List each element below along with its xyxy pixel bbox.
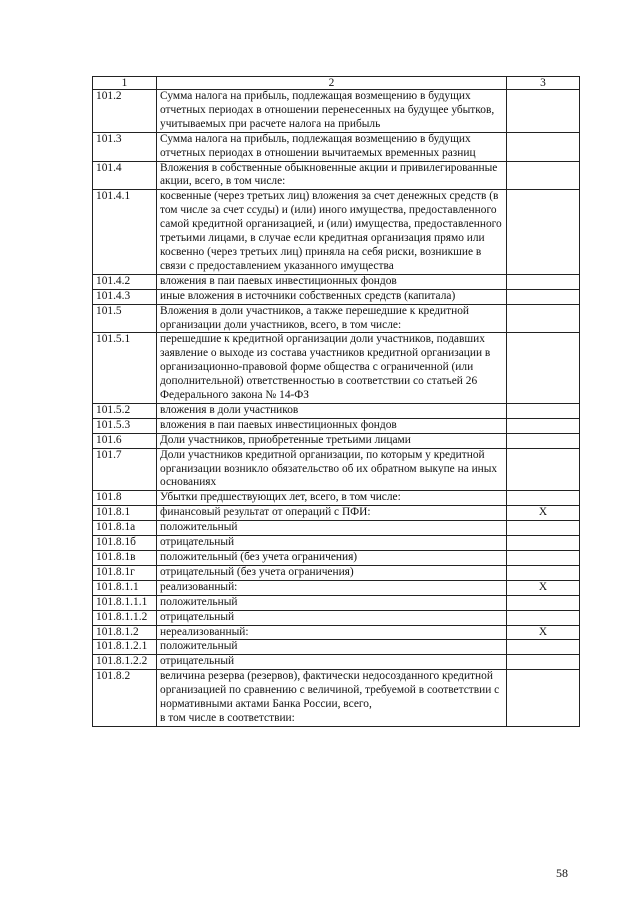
row-mark <box>507 448 580 491</box>
row-code: 101.8.1 <box>93 506 157 521</box>
row-code: 101.7 <box>93 448 157 491</box>
row-mark <box>507 536 580 551</box>
row-description: положительный (без учета ограничения) <box>157 551 507 566</box>
table-row <box>93 536 580 551</box>
row-code: 101.8.1.2 <box>93 625 157 640</box>
table-row <box>93 403 580 418</box>
row-code: 101.5.1 <box>93 333 157 404</box>
table-row <box>93 551 580 566</box>
row-code: 101.8.1.1 <box>93 580 157 595</box>
row-description: вложения в паи паевых инвестиционных фондов <box>157 274 507 289</box>
row-mark <box>507 132 580 161</box>
table-row <box>93 289 580 304</box>
row-mark <box>507 403 580 418</box>
row-code: 101.4 <box>93 161 157 190</box>
row-code: 101.8.1.2.1 <box>93 640 157 655</box>
row-description: финансовый результат от операций с ПФИ: <box>157 506 507 521</box>
row-description: Убытки предшествующих лет, всего, в том числе: <box>157 491 507 506</box>
row-description: Вложения в собственные обыкновенные акции и привилегированные акции, всего, в том числе: <box>157 161 507 190</box>
table-row <box>93 610 580 625</box>
table-row <box>93 190 580 274</box>
row-code: 101.4.2 <box>93 274 157 289</box>
row-mark <box>507 491 580 506</box>
row-mark <box>507 433 580 448</box>
row-description: Вложения в доли участников, а также перешедшие к кредитной организации доли участников, всего, в том числе: <box>157 304 507 333</box>
row-code: 101.8.1в <box>93 551 157 566</box>
row-description: отрицательный <box>157 655 507 670</box>
table-row <box>93 506 580 521</box>
row-description: положительный <box>157 595 507 610</box>
row-mark <box>507 610 580 625</box>
row-description: перешедшие к кредитной организации доли участников, подавших заявление о выходе из состава участников кредитной организации в организационно-правовой форме общества с ограниченной (или дополнительной) ответственностью в соответствии со статьей 26 Федерального закона № 14-ФЗ <box>157 333 507 404</box>
row-mark <box>507 640 580 655</box>
table-row <box>93 491 580 506</box>
row-mark <box>507 595 580 610</box>
row-description: вложения в доли участников <box>157 403 507 418</box>
table-row <box>93 304 580 333</box>
row-code: 101.8.1б <box>93 536 157 551</box>
row-mark <box>507 190 580 274</box>
page-number: 58 <box>556 866 568 880</box>
row-description: положительный <box>157 640 507 655</box>
row-code: 101.2 <box>93 90 157 133</box>
row-description: вложения в паи паевых инвестиционных фондов <box>157 418 507 433</box>
table-row <box>93 595 580 610</box>
row-code: 101.4.3 <box>93 289 157 304</box>
row-mark: X <box>507 580 580 595</box>
row-mark <box>507 161 580 190</box>
row-mark <box>507 655 580 670</box>
row-description: Доли участников кредитной организации, по которым у кредитной организации возникло обязательство об их обратном выкупе на иных основаниях <box>157 448 507 491</box>
row-description: отрицательный <box>157 610 507 625</box>
row-description: Сумма налога на прибыль, подлежащая возмещению в будущих отчетных периодах в отношении перенесенных на будущее убытков, учитываемых при расчете налога на прибыль <box>157 90 507 133</box>
data-table <box>92 76 580 727</box>
row-mark <box>507 551 580 566</box>
row-code: 101.8.1.2.2 <box>93 655 157 670</box>
table-row <box>93 90 580 133</box>
row-code: 101.5.2 <box>93 403 157 418</box>
row-mark <box>507 333 580 404</box>
row-description: отрицательный (без учета ограничения) <box>157 565 507 580</box>
row-code: 101.3 <box>93 132 157 161</box>
header-cell-2: 2 <box>157 77 507 90</box>
row-description: Сумма налога на прибыль, подлежащая возмещению в будущих отчетных периодах в отношении вычитаемых временных разниц <box>157 132 507 161</box>
table-row <box>93 132 580 161</box>
table-row <box>93 670 580 727</box>
table-row <box>93 521 580 536</box>
row-description: отрицательный <box>157 536 507 551</box>
row-description: нереализованный: <box>157 625 507 640</box>
row-mark <box>507 670 580 727</box>
row-code: 101.8.1.1.2 <box>93 610 157 625</box>
row-mark <box>507 90 580 133</box>
table-row <box>93 640 580 655</box>
row-code: 101.5 <box>93 304 157 333</box>
row-description: реализованный: <box>157 580 507 595</box>
row-description: косвенные (через третьих лиц) вложения за счет денежных средств (в том числе за счет ссуды) и (или) иного имущества, предоставленного самой кредитной организацией, и (или) имущества, предоставленного третьими лицами, в случае если кредитная организация прямо или косвенно (через третьих лиц) приняла на себя риски, возникшие в связи с предоставлением указанного имущества <box>157 190 507 274</box>
table-row <box>93 274 580 289</box>
table-row <box>93 333 580 404</box>
table-row <box>93 418 580 433</box>
row-mark <box>507 565 580 580</box>
row-code: 101.8 <box>93 491 157 506</box>
row-code: 101.8.1а <box>93 521 157 536</box>
header-cell-3: 3 <box>507 77 580 90</box>
row-description: иные вложения в источники собственных средств (капитала) <box>157 289 507 304</box>
table-row <box>93 161 580 190</box>
row-code: 101.4.1 <box>93 190 157 274</box>
row-code: 101.8.1г <box>93 565 157 580</box>
row-description: положительный <box>157 521 507 536</box>
row-code: 101.8.2 <box>93 670 157 727</box>
table-row <box>93 433 580 448</box>
row-code: 101.6 <box>93 433 157 448</box>
row-mark <box>507 274 580 289</box>
row-mark: X <box>507 506 580 521</box>
row-description: Доли участников, приобретенные третьими лицами <box>157 433 507 448</box>
table-row <box>93 625 580 640</box>
table-row <box>93 565 580 580</box>
table-row <box>93 580 580 595</box>
row-mark <box>507 418 580 433</box>
row-description: величина резерва (резервов), фактически недосозданного кредитной организацией по сравнению с величиной, требуемой в соответствии с нормативными актами Банка России, всего, в том числе в соответствии: <box>157 670 507 727</box>
header-cell-1: 1 <box>93 77 157 90</box>
table-header-row <box>93 77 580 90</box>
row-code: 101.8.1.1.1 <box>93 595 157 610</box>
row-code: 101.5.3 <box>93 418 157 433</box>
row-mark <box>507 521 580 536</box>
table-row <box>93 655 580 670</box>
row-mark <box>507 304 580 333</box>
row-mark <box>507 289 580 304</box>
row-mark: X <box>507 625 580 640</box>
table-row <box>93 448 580 491</box>
